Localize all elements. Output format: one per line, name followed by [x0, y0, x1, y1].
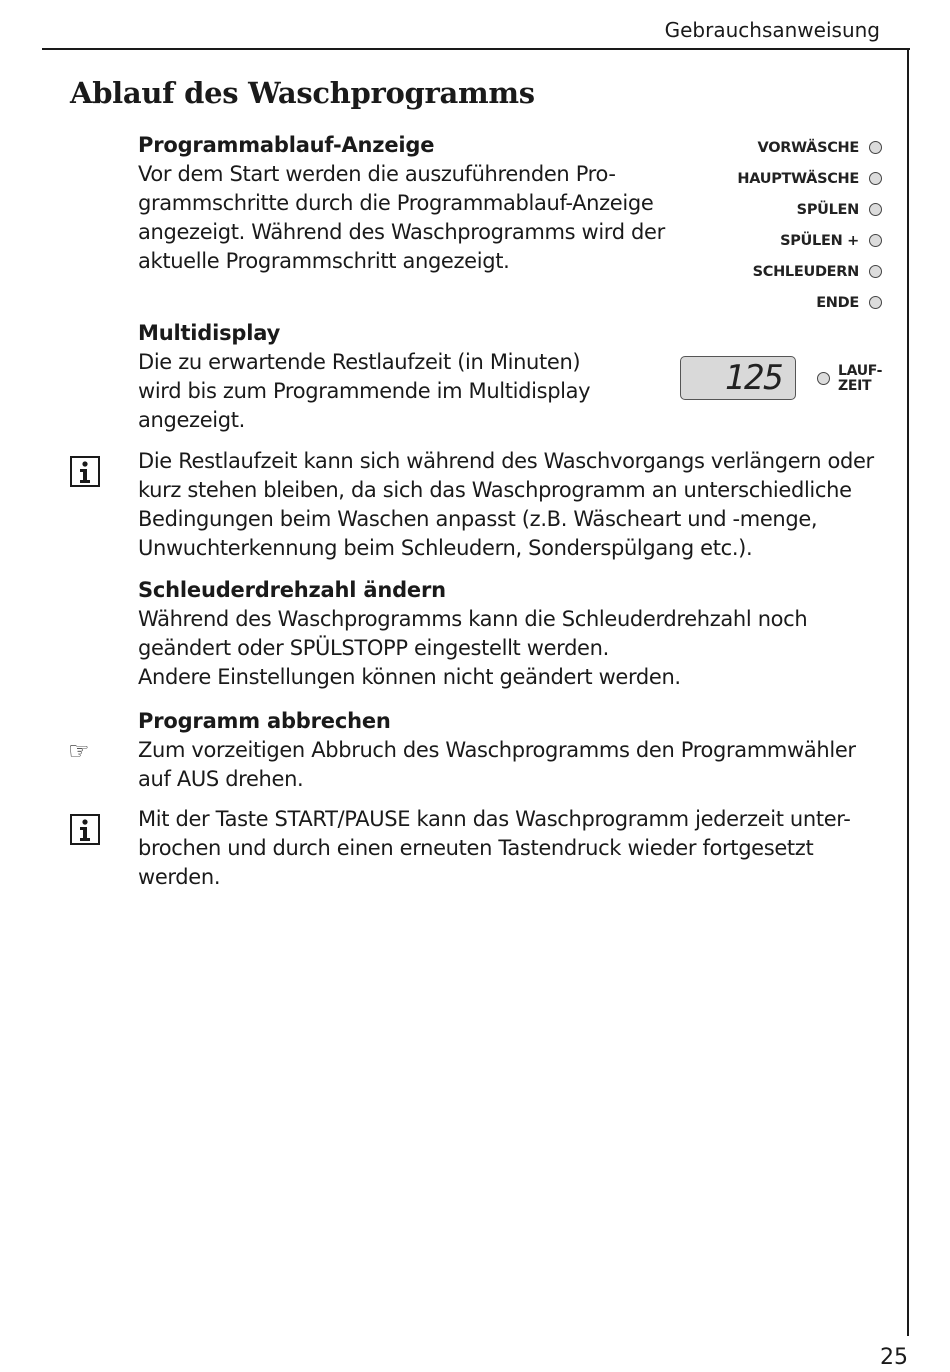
text-line: Die zu erwartende Restlaufzeit (in Minuten): [138, 350, 581, 374]
text-line: aktuelle Programmschritt angezeigt.: [138, 249, 510, 273]
section-heading: Multidisplay: [138, 321, 281, 345]
info-note-start-pause: [138, 805, 850, 892]
section-multidisplay: [138, 319, 590, 435]
text-line: grammschritte durch die Programmablauf-Anzeige: [138, 191, 654, 215]
indicator-label: HAUPTWÄSCHE: [737, 170, 859, 187]
text-line: werden.: [138, 865, 221, 889]
section-heading: Schleuderdrehzahl ändern: [138, 578, 446, 602]
page-number: 25: [880, 1345, 908, 1370]
laufzeit-label: [838, 364, 882, 394]
indicator-label: SCHLEUDERN: [752, 263, 859, 280]
indicator-label: VORWÄSCHE: [757, 139, 859, 156]
laufzeit-led-icon: [817, 372, 830, 385]
pointing-hand-icon: ☞: [68, 737, 90, 765]
section-heading: Programmablauf-Anzeige: [138, 133, 435, 157]
text-line: Unwuchterkennung beim Schleudern, Sonderspülgang etc.).: [138, 536, 753, 560]
section-schleuderdrehzahl: [138, 576, 807, 692]
info-note-restlaufzeit: [138, 447, 874, 563]
indicator-led-icon: [869, 203, 882, 216]
section-programmablauf: [138, 131, 665, 276]
text-line: Während des Waschprogramms kann die Schleuderdrehzahl noch: [138, 607, 808, 631]
indicator-label: ENDE: [816, 294, 859, 311]
text-line: brochen und durch einen erneuten Tastendruck wieder fortgesetzt: [138, 836, 814, 860]
header-label: Gebrauchsanweisung: [664, 18, 880, 42]
text-line: angezeigt.: [138, 408, 245, 432]
header-rule: [42, 48, 910, 50]
indicator-led-icon: [869, 265, 882, 278]
indicator-led-icon: [869, 296, 882, 309]
indicator-label: SPÜLEN: [796, 201, 859, 218]
indicator-spuelen: [652, 194, 882, 225]
indicator-led-icon: [869, 234, 882, 247]
text-line: Zum vorzeitigen Abbruch des Waschprogramms den Programmwähler: [138, 738, 856, 762]
text-line: Mit der Taste START/PAUSE kann das Waschprogramm jederzeit unter-: [138, 807, 851, 831]
text-line: angezeigt. Während des Waschprogramms wird der: [138, 220, 665, 244]
indicator-hauptwaesche: [652, 163, 882, 194]
indicator-led-icon: [869, 172, 882, 185]
multidisplay-screen: 125: [680, 356, 796, 400]
info-icon: [70, 814, 100, 845]
indicator-led-icon: [869, 141, 882, 154]
text-line: kurz stehen bleiben, da sich das Waschprogramm an unterschiedliche: [138, 478, 852, 502]
right-margin-rule: [907, 48, 909, 1336]
section-programm-abbrechen: [138, 707, 856, 794]
section-heading: Programm abbrechen: [138, 709, 391, 733]
page-title: Ablauf des Waschprogramms: [70, 76, 535, 110]
text-line: Vor dem Start werden die auszuführenden Pro-: [138, 162, 616, 186]
indicator-vorwaesche: [652, 132, 882, 163]
laufzeit-label-line2: ZEIT: [838, 378, 872, 394]
indicator-spuelen-plus: [652, 225, 882, 256]
text-line: Andere Einstellungen können nicht geändert werden.: [138, 665, 681, 689]
text-line: auf AUS drehen.: [138, 767, 304, 791]
info-icon: [70, 456, 100, 487]
text-line: Bedingungen beim Waschen anpasst (z.B. Wäscheart und -menge,: [138, 507, 818, 531]
text-line: wird bis zum Programmende im Multidisplay: [138, 379, 591, 403]
laufzeit-label-line1: LAUF-: [838, 363, 883, 379]
indicator-label: SPÜLEN +: [780, 232, 859, 249]
program-indicator-panel: [652, 132, 882, 318]
indicator-schleudern: [652, 256, 882, 287]
text-line: geändert oder SPÜLSTOPP eingestellt werden.: [138, 636, 609, 660]
indicator-ende: [652, 287, 882, 318]
text-line: Die Restlaufzeit kann sich während des Waschvorgangs verlängern oder: [138, 449, 874, 473]
